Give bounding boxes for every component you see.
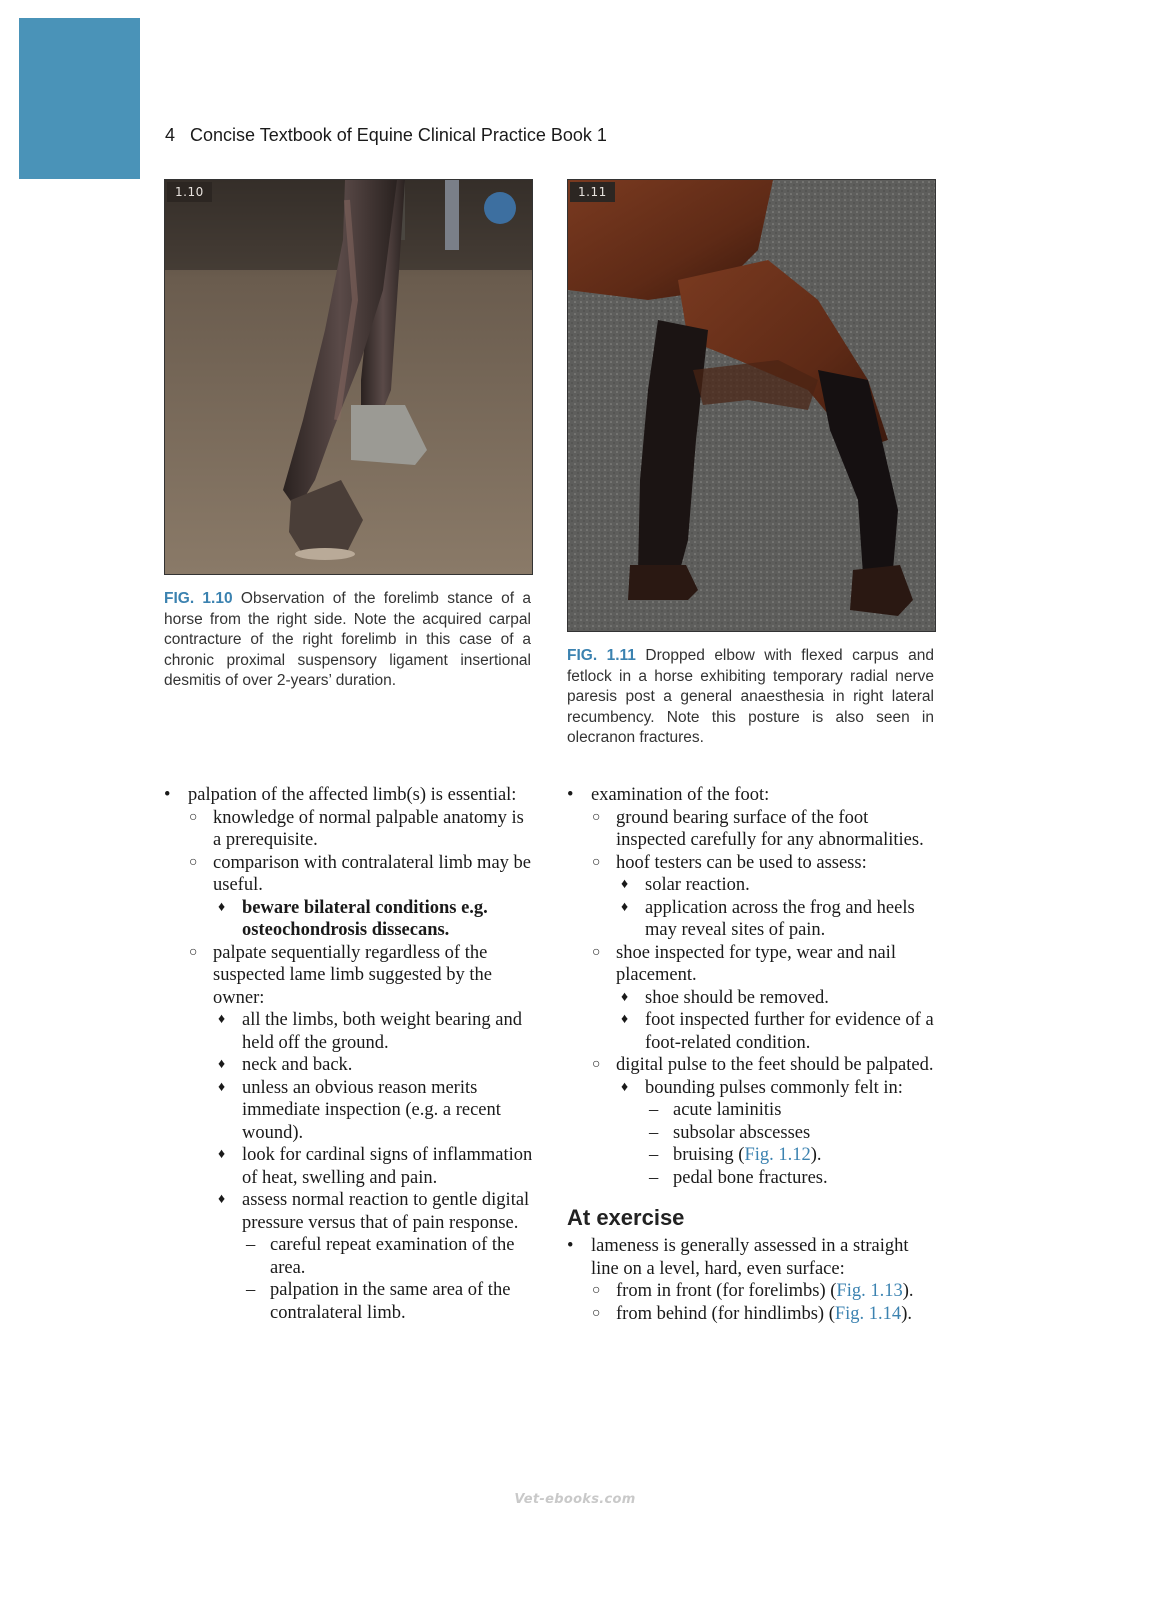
figure-number-badge: 1.11	[570, 182, 615, 202]
list-item: • lameness is generally assessed in a straight line on a level, hard, even surface:	[567, 1236, 909, 1279]
list-item: • palpation of the affected limb(s) is essential:	[164, 785, 517, 805]
bullet-dash-icon: –	[246, 1280, 256, 1300]
list-item: ♦ solar reaction.	[621, 875, 750, 895]
bullet-dash-icon: –	[649, 1100, 659, 1120]
bullet-dash-icon: –	[649, 1122, 659, 1143]
bullet-circle-icon: ○	[189, 854, 198, 870]
list-item: – bruising (Fig. 1.12).	[649, 1145, 822, 1165]
left-text-column	[164, 784, 534, 1324]
bullet-dash-icon: –	[649, 1145, 659, 1165]
list-item: ♦ neck and back.	[218, 1055, 353, 1075]
bullet-circle-icon: ○	[592, 1305, 601, 1321]
list-item: ♦ foot inspected further for evidence of a foot-related condition.	[621, 1010, 934, 1053]
list-item: – pedal bone fractures.	[649, 1167, 828, 1188]
list-item: ♦ bounding pulses commonly felt in:	[621, 1077, 903, 1098]
figure-1-11-caption	[567, 646, 934, 749]
bullet-circle-icon: ○	[189, 944, 198, 960]
figure-reference-link[interactable]: Fig. 1.14	[834, 1303, 902, 1324]
list-item: ♦ shoe should be removed.	[621, 987, 829, 1008]
list-item: ♦ look for cardinal signs of inflammation of heat, swelling and pain.	[218, 1145, 533, 1188]
bullet-diamond-icon: ♦	[621, 877, 629, 892]
bullet-diamond-icon: ♦	[621, 899, 629, 915]
list-item: ♦ application across the frog and heels may reveal sites of pain.	[621, 897, 915, 940]
bullet-diamond-icon: ♦	[218, 1079, 226, 1095]
running-head	[165, 125, 607, 146]
list-item: – palpation in the same area of the contralateral limb.	[246, 1280, 511, 1323]
figure-label: FIG. 1.11	[567, 647, 636, 664]
figure-1-10-caption	[164, 589, 531, 692]
list-item: • examination of the foot:	[567, 785, 770, 805]
bullet-disc-icon: •	[567, 1236, 574, 1256]
horse-dropped-elbow-photo	[568, 180, 935, 631]
bullet-disc-icon: •	[164, 785, 171, 805]
bullet-diamond-icon: ♦	[218, 1192, 226, 1207]
right-text-column	[567, 784, 939, 1325]
list-item: ○ hoof testers can be used to assess:	[592, 852, 867, 873]
list-item: – careful repeat examination of the area.	[246, 1235, 515, 1278]
list-item: ○ shoe inspected for type, wear and nail placement.	[592, 942, 896, 985]
bullet-diamond-icon: ♦	[621, 1012, 629, 1027]
caption-text: Dropped elbow with flexed carpus and fetlock in a horse exhibiting temporary radial nerve paresis post a general anaesthesia in right lateral recumbency. Note this posture is also seen in olecranon fractures.	[567, 647, 934, 746]
bullet-dash-icon: –	[649, 1167, 659, 1188]
watermark: Vet-ebooks.com	[514, 1492, 636, 1507]
bullet-disc-icon: •	[567, 785, 574, 805]
list-item: ♦ beware bilateral conditions e.g. osteochondrosis dissecans.	[218, 897, 488, 940]
list-item: – acute laminitis	[649, 1100, 782, 1120]
bullet-circle-icon: ○	[592, 944, 601, 960]
figure-reference-link[interactable]: Fig. 1.12	[744, 1145, 811, 1165]
book-title: Concise Textbook of Equine Clinical Practice Book 1	[190, 125, 607, 145]
list-item: ♦ unless an obvious reason merits immediate inspection (e.g. a recent wound).	[218, 1077, 501, 1143]
list-item: ○ comparison with contralateral limb may be useful.	[189, 852, 531, 895]
horse-forelimb-photo	[165, 180, 532, 574]
list-item: ○ palpate sequentially regardless of the suspected lame limb suggested by the owner:	[189, 942, 492, 1008]
list-item: ○ knowledge of normal palpable anatomy is a prerequisite.	[189, 807, 524, 850]
list-item: ○ from in front (for forelimbs) (Fig. 1.13).	[592, 1281, 914, 1301]
list-item: ♦ all the limbs, both weight bearing and held off the ground.	[218, 1010, 523, 1053]
figure-1-10-photo	[164, 179, 533, 575]
chapter-color-tab	[19, 18, 140, 179]
list-item: ○ ground bearing surface of the foot inspected carefully for any abnormalities.	[592, 807, 924, 850]
bullet-circle-icon: ○	[189, 809, 198, 825]
figure-label: FIG. 1.10	[164, 590, 233, 607]
bullet-diamond-icon: ♦	[621, 1079, 629, 1095]
caption-text: Observation of the forelimb stance of a horse from the right side. Note the acquired carpal contracture of the right forelimb in this case of a chronic proximal suspensory ligament insertional desmitis of over 2-years’ duration.	[164, 590, 531, 689]
bullet-circle-icon: ○	[592, 1057, 601, 1072]
page-number: 4	[165, 125, 176, 145]
bullet-diamond-icon: ♦	[218, 1057, 226, 1072]
list-item: ♦ assess normal reaction to gentle digital pressure versus that of pain response.	[218, 1190, 530, 1233]
bullet-dash-icon: –	[246, 1235, 256, 1255]
section-heading: At exercise	[567, 1205, 685, 1230]
list-item: ○ from behind (for hindlimbs) (Fig. 1.14).	[592, 1303, 912, 1324]
bullet-diamond-icon: ♦	[218, 1012, 226, 1027]
bullet-diamond-icon: ♦	[218, 1147, 226, 1162]
bullet-diamond-icon: ♦	[621, 989, 629, 1005]
bullet-circle-icon: ○	[592, 854, 601, 870]
bullet-diamond-icon: ♦	[218, 899, 226, 915]
list-item: ○ digital pulse to the feet should be palpated.	[592, 1055, 934, 1075]
bullet-circle-icon: ○	[592, 809, 601, 825]
figure-number-badge: 1.10	[167, 182, 212, 202]
figure-reference-link[interactable]: Fig. 1.13	[836, 1281, 903, 1301]
list-item: – subsolar abscesses	[649, 1122, 811, 1143]
figure-1-11-photo	[567, 179, 936, 632]
bullet-circle-icon: ○	[592, 1283, 601, 1298]
